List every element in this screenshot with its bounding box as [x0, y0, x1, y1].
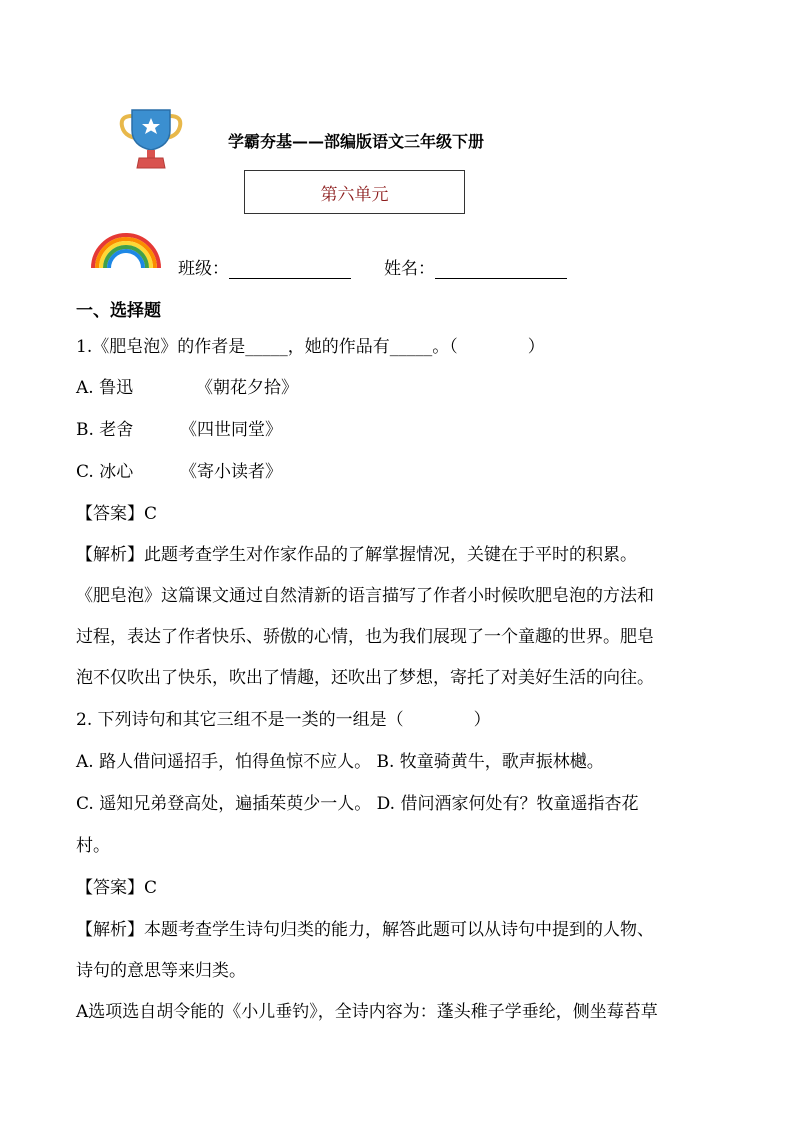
q1-option-c-letter: C. 冰心	[76, 462, 134, 482]
q1-option-b	[76, 420, 282, 440]
q2-analysis-line: 【解析】本题考查学生诗句归类的能力，解答此题可以从诗句中提到的人物、	[76, 920, 654, 940]
q1-analysis-line: 过程，表达了作者快乐、骄傲的心情，也为我们展现了一个童趣的世界。肥皂	[76, 627, 654, 647]
q2-stem: 2. 下列诗句和其它三组不是一类的一组是（	[76, 710, 404, 730]
q1-analysis-line: 【解析】此题考查学生对作家作品的了解掌握情况，关键在于平时的积累。	[76, 545, 637, 565]
unit-label: 第六单元	[320, 184, 389, 205]
q2-analysis-line: 诗句的意思等来归类。	[76, 961, 246, 981]
q2-option-line: 村。	[76, 836, 110, 856]
q1-option-a	[76, 378, 298, 398]
q1-option-b-work: 《四世同堂》	[180, 420, 282, 440]
trophy-icon	[118, 106, 184, 170]
q1-option-c	[76, 462, 282, 482]
q1-option-b-letter: B. 老舍	[76, 420, 134, 440]
q1-option-c-work: 《寄小读者》	[180, 462, 282, 482]
q1-stem-line	[76, 337, 545, 357]
q1-close-bracket: ）	[527, 337, 545, 357]
q2-stem-line	[76, 710, 491, 730]
class-field	[178, 254, 351, 279]
q2-analysis-line: A选项选自胡令能的《小儿垂钓》，全诗内容为：蓬头稚子学垂纶，侧坐莓苔草	[76, 1002, 658, 1022]
name-blank[interactable]	[435, 260, 567, 279]
q2-option-line: C. 遥知兄弟登高处，遍插茱萸少一人。 D. 借问酒家何处有？牧童遥指杏花	[76, 794, 639, 814]
q1-option-a-work: 《朝花夕拾》	[196, 378, 298, 398]
q1-analysis-line: 《肥皂泡》这篇课文通过自然清新的语言描写了作者小时候吹肥皂泡的方法和	[76, 586, 654, 606]
class-blank[interactable]	[229, 260, 351, 279]
unit-box	[244, 170, 465, 214]
page-title: 学霸夯基——部编版语文三年级下册	[228, 132, 485, 151]
q1-answer: 【答案】C	[76, 504, 158, 524]
q1-analysis-line: 泡不仅吹出了快乐，吹出了情趣，还吹出了梦想，寄托了对美好生活的向往。	[76, 668, 654, 688]
q2-option-line: A. 路人借问遥招手，怕得鱼惊不应人。 B. 牧童骑黄牛，歌声振林樾。	[76, 752, 604, 772]
name-field	[384, 254, 567, 279]
class-label: 班级：	[178, 259, 229, 279]
rainbow-icon	[89, 230, 163, 270]
section-title: 一、选择题	[76, 301, 161, 321]
name-label: 姓名：	[384, 259, 435, 279]
q1-stem: 1.《肥皂泡》的作者是_____，她的作品有_____。（	[76, 337, 458, 357]
q2-answer: 【答案】C	[76, 878, 158, 898]
q1-option-a-letter: A. 鲁迅	[76, 378, 134, 398]
q2-close-bracket: ）	[473, 710, 491, 730]
